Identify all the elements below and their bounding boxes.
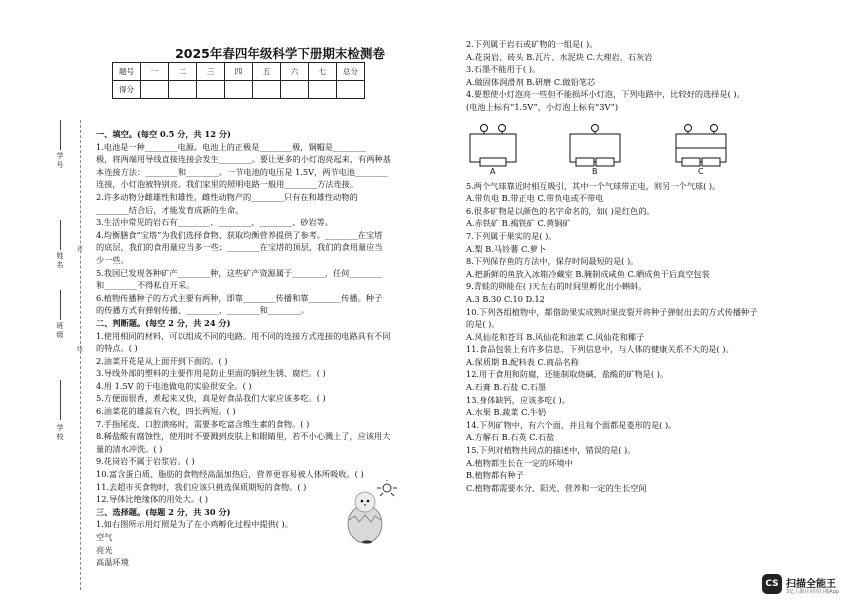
question-line: 6.很多矿物是以颜色的名字命名的，如( )是红色的。 xyxy=(466,205,655,216)
score-row-label: 得分 xyxy=(113,81,141,99)
battery-icon xyxy=(576,158,594,166)
question-line: 一、填空。(每空 0.5 分，共 12 分) xyxy=(96,129,231,139)
circuit-options-svg xyxy=(466,118,846,178)
question-line: 5.方便面很香，煮起来又快，真是好食品我们大家应该多吃。( ) xyxy=(96,393,326,404)
circuit-label-c: C xyxy=(698,166,704,176)
bulb-icon xyxy=(711,124,718,131)
question-line: 极，将两端用导线直接连接会发生________。要让更多的小灯泡亮起来，有两种基 xyxy=(96,154,391,165)
question-line: 连接，小灯泡被特别亮。我们家里的照明电路一般用________方法连接。 xyxy=(96,179,359,190)
battery-icon xyxy=(702,158,720,166)
circuit-b xyxy=(570,124,620,166)
question-line: B.植物都有种子 xyxy=(466,470,524,481)
lamp-icon xyxy=(383,484,391,492)
question-line: A.植物都生长在一定的环境中 xyxy=(466,457,573,468)
score-table-header-row xyxy=(113,63,365,81)
scanner-tagline: 3亿人都在用的扫描App xyxy=(786,589,839,595)
score-header-cell: 一 xyxy=(141,63,169,81)
chick-head-icon xyxy=(355,492,375,512)
question-line: A.石膏 B.石盐 C.石墨 xyxy=(466,382,547,393)
circuit-diagrams xyxy=(466,118,846,178)
question-line: 12.导体比绝缘体的用处大。( ) xyxy=(96,494,209,505)
battery-icon xyxy=(480,158,506,166)
score-header-cell: 总分 xyxy=(337,63,365,81)
student-number-label: 学号 xyxy=(56,152,64,169)
question-line: 11.食品包装上有许多信息，下列信息中，与人体的健康关系不大的是( )。 xyxy=(466,344,734,355)
question-line: A.方解石 B.石英 C.石盐 xyxy=(466,432,555,443)
score-table xyxy=(112,62,365,99)
question-line: 10.富含蛋白质、脂肪的食物经高温加热后，营养更容易被人体所吸收。( ) xyxy=(96,469,364,480)
question-line: 1.电池是一种________电源。电池上的正极是________极，铜帽是________ xyxy=(96,141,366,152)
score-header-cell: 四 xyxy=(225,63,253,81)
question-line: 1.使用相同的材料，可以组成不同的电路。用不同的连接方式连接的电路具有不同 xyxy=(96,330,391,341)
question-line: 6.油菜花的雄蕊有六枚，四长两短。( ) xyxy=(96,406,236,417)
question-line: 4.均衡膳食“宝塔”为我们选择食物、获取均衡营养提供了参考。________在宝塔 xyxy=(96,229,383,240)
question-line: 2.许多动物分雌雄性和雄性，雌性动物产的________只有在和雄性动物的 xyxy=(96,191,358,202)
question-line: 空气 xyxy=(96,532,113,542)
bulb-icon xyxy=(481,124,488,131)
score-cell[interactable] xyxy=(253,81,281,99)
battery-icon xyxy=(596,158,614,166)
score-cell[interactable] xyxy=(197,81,225,99)
question-line: 2.下列属于岩石或矿物的一组是( )。 xyxy=(466,39,598,49)
score-header-cell: 六 xyxy=(281,63,309,81)
name-label: 姓名 xyxy=(56,252,64,269)
bulb-icon xyxy=(685,124,692,131)
question-line: 的是( )。 xyxy=(466,319,500,330)
score-header-cell: 二 xyxy=(169,63,197,81)
question-line: 8.下列保存鱼的方法中，保存时间最短的是( )。 xyxy=(466,256,639,267)
class-line xyxy=(60,290,61,320)
question-line: 9.花岗岩不属于岩浆岩。( ) xyxy=(96,456,195,467)
score-table-score-row xyxy=(113,81,365,99)
school-label: 学校 xyxy=(56,424,64,441)
scanner-logo-icon: CS xyxy=(762,574,782,594)
binding-mark-line: 线 xyxy=(77,346,84,353)
question-line: 本连接方法：________和________。一节电池的电压是 1.5V，两节电池________ xyxy=(96,166,388,177)
question-line: A.水果 B.蔬菜 C.牛奶 xyxy=(466,407,547,418)
question-line: 5.两个气球靠近时相互吸引，其中一个气球带正电，则另一个气球( )。 xyxy=(466,180,721,191)
score-cell[interactable] xyxy=(141,81,169,99)
question-line: 的传播方式有弹射传播、________、________和________。 xyxy=(96,305,309,316)
question-line: 亮光 xyxy=(96,544,113,555)
question-line: 高温环境 xyxy=(96,557,129,568)
right-questions-part-b xyxy=(466,180,846,495)
score-header-cell: 五 xyxy=(253,63,281,81)
circuit-a xyxy=(470,124,516,166)
circuit-label-b: B xyxy=(592,166,598,176)
question-line: A.风仙花和苍耳 B.风仙花和油菜 C.风仙花和椰子 xyxy=(466,331,645,342)
right-column xyxy=(466,38,846,494)
chick-hatching-illustration xyxy=(335,480,405,546)
question-line: 的特点。( ) xyxy=(96,343,138,354)
question-line: 4.用 1.5V 的干电池做电的实验很安全。( ) xyxy=(96,380,252,391)
question-line: A.3 B.30 C.10 D.12 xyxy=(466,293,545,304)
question-line: 7.手指尾皮、口腔溃疡时，需要多吃富含维生素的食物。( ) xyxy=(96,418,310,429)
question-line: 3.导线外部的塑料的主要作用是防止里面的铜丝生锈、腐烂。( ) xyxy=(96,368,326,379)
score-cell[interactable] xyxy=(337,81,365,99)
right-questions-part-a xyxy=(466,38,846,114)
question-line: A.做固体润滑剂 B.研磨 C.做铅笔芯 xyxy=(466,76,596,87)
question-line: 10.下列各组植物中，都借助果实成熟时果皮裂开将种子弹射出去的方式传播种子 xyxy=(466,306,758,317)
question-line: A.把新鲜的鱼放入冰箱冷藏室 B.腌制成咸鱼 C.晒成鱼干后真空包装 xyxy=(466,268,710,279)
question-line: 13.身体缺钙，应该多吃( )。 xyxy=(466,394,570,405)
score-cell[interactable] xyxy=(281,81,309,99)
binding-mark-seal: 封 xyxy=(77,246,84,253)
binding-line xyxy=(80,120,81,590)
question-line: 9.青蛙的卵能在( )天左右的时间里孵化出小蝌蚪。 xyxy=(466,281,647,292)
question-line: A.梨 B.马铃薯 C.萝卜 xyxy=(466,243,547,254)
class-label: 班级 xyxy=(56,322,64,339)
student-number-line xyxy=(60,120,61,150)
question-line: 量的清水冲洗。( ) xyxy=(96,443,163,454)
score-header-cell: 七 xyxy=(309,63,337,81)
question-line: 5.我国已发现各种矿产________种，这些矿产资源属于________，任何________ xyxy=(96,267,383,278)
exam-title: 2025年春四年级科学下册期末检测卷 xyxy=(175,46,385,61)
question-line: A.保质期 B.配料表 C.商品名称 xyxy=(466,356,579,367)
scanner-app-name: 扫描全能王 xyxy=(786,579,836,590)
score-header-cell: 题号 xyxy=(113,63,141,81)
question-line: 和________不得私自开采。 xyxy=(96,280,195,291)
score-header-cell: 三 xyxy=(197,63,225,81)
question-line: 12.用于食用和防腐，还能制取烧碱、盐酸的矿物是( )。 xyxy=(466,369,669,380)
question-line: 11.去超市买食物时，我们应该只挑选保质期短的食物。( ) xyxy=(96,481,307,492)
question-line: 少一些。 xyxy=(96,254,129,265)
question-line: ________结合后，才能发育成新的生命。 xyxy=(96,204,244,215)
question-line: C.植物都需要水分、阳光、营养和一定的生长空间 xyxy=(466,482,647,493)
question-line: 6.植物传播种子的方式主要有两种，即靠________传播和靠________传播。种子 xyxy=(96,292,383,303)
battery-icon xyxy=(682,158,700,166)
score-cell[interactable] xyxy=(225,81,253,99)
question-line: 的底层，我们的食用量应当多一些；________在宝塔的顶层，我们的食用量应当 xyxy=(96,242,383,253)
question-line: A.赤铁矿 B.褐铁矿 C.黄铜矿 xyxy=(466,218,571,229)
score-cell[interactable] xyxy=(169,81,197,99)
question-line: A.花岗岩、砖头 B.瓦片、水泥块 C.大理岩、石灰岩 xyxy=(466,51,653,62)
question-line: 二、判断题。(每空 2 分，共 24 分) xyxy=(96,317,231,328)
question-line: 2.油菜开花是从上面开到下面的。( ) xyxy=(96,355,228,366)
name-line xyxy=(60,220,61,250)
question-line: A.带负电 B.带正电 C.带负电或不带电 xyxy=(466,193,604,204)
circuit-label-a: A xyxy=(490,166,496,176)
question-line: 3.生活中常见的岩石有________、________、________、砂岩等。 xyxy=(96,217,334,228)
question-line: 1.如右图所示用灯照是为了在小鸡孵化过程中提供( )。 xyxy=(96,519,293,530)
question-line: 14.下列矿物中，有六个面，并且每个面都是菱形的是( )。 xyxy=(466,419,677,430)
question-line: (电池上标有“1.5V”，小灯泡上标有“3V”) xyxy=(466,101,619,112)
score-cell[interactable] xyxy=(309,81,337,99)
question-line: 3.石墨不能用于( )。 xyxy=(466,64,541,75)
question-line: 4.要想使小灯泡亮一些但不能损坏小灯泡，下列电路中，比较好的选择是( )。 xyxy=(466,89,745,100)
school-line xyxy=(60,380,61,420)
question-line: 7.下列属于果实的是( )。 xyxy=(466,230,557,241)
question-line: 8.稀盐酸有腐蚀性，使用时不要溅到皮肤上和眼睛里，若不小心溅上了，应该用大 xyxy=(96,431,391,442)
question-line: 三、选择题。(每题 2 分，共 30 分) xyxy=(96,506,231,517)
bulb-icon xyxy=(592,124,599,131)
circuit-c xyxy=(676,124,726,166)
bulb-icon xyxy=(499,124,506,131)
question-line: 15.下列对植物共同点的描述中，错误的是( )。 xyxy=(466,445,636,456)
